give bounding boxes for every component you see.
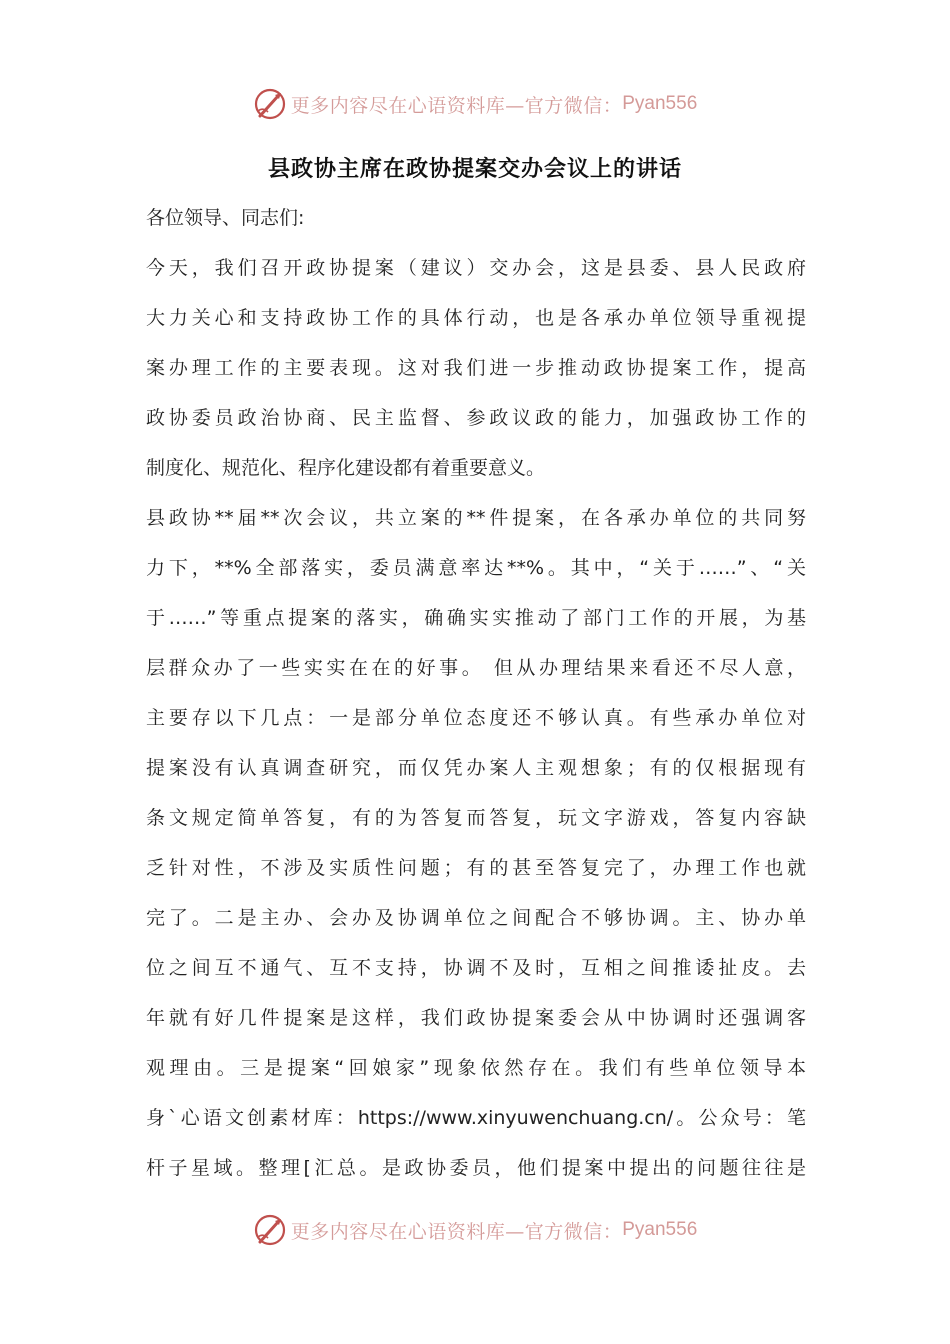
text-line: 完了。二是主办、会办及协调单位之间配合不够协调。主、协办单 (146, 907, 806, 929)
text-line: 年就有好几件提案是这样，我们政协提案委会从中协调时还强调客 (146, 1007, 806, 1029)
header-banner (0, 84, 950, 124)
header-banner-handle: Pyan556 (622, 93, 698, 114)
text-line: 乏针对性，不涉及实质性问题；有的甚至答复完了，办理工作也就 (146, 857, 806, 879)
header-banner-text: 更多内容尽在心语资料库—官方微信： (290, 94, 623, 117)
text-line: 主要存以下几点：一是部分单位态度还不够认真。有些承办单位对 (146, 707, 806, 729)
text-line: 杆子星域。整理[汇总。是政协委员，他们提案中提出的问题往往是 (146, 1157, 806, 1179)
text-line: 制度化、规范化、程序化建设都有着重要意义。 (146, 457, 546, 479)
document-body (146, 196, 806, 1196)
footer-banner (0, 1210, 950, 1250)
pen-circle-logo-icon (253, 1213, 287, 1247)
text-line: 位之间互不通气、互不支持，协调不及时，互相之间推诿扯皮。去 (146, 957, 806, 979)
pen-circle-logo-icon (253, 87, 287, 121)
footer-banner-handle: Pyan556 (622, 1219, 698, 1240)
text-line: 层群众办了一些实实在在的好事。 但从办理结果来看还不尽人意， (146, 657, 806, 679)
document-title: 县政协主席在政协提案交办会议上的讲话 (267, 156, 682, 182)
text-line: 政协委员政治协商、民主监督、参政议政的能力，加强政协工作的 (146, 407, 806, 429)
text-line: 县政协**届**次会议，共立案的**件提案，在各承办单位的共同努 (146, 507, 806, 529)
text-line: 于……”等重点提案的落实，确确实实推动了部门工作的开展，为基 (146, 607, 806, 629)
text-line: 各位领导、同志们: (146, 207, 305, 229)
text-line: 观理由。三是提案“回娘家”现象依然存在。我们有些单位领导本 (146, 1057, 806, 1079)
text-line: 今天，我们召开政协提案（建议）交办会，这是县委、县人民政府 (146, 257, 806, 279)
text-line: 案办理工作的主要表现。这对我们进一步推动政协提案工作，提高 (146, 357, 806, 379)
text-line: 提案没有认真调查研究，而仅凭办案人主观想象；有的仅根据现有 (146, 757, 806, 779)
footer-banner-text: 更多内容尽在心语资料库—官方微信： (290, 1220, 623, 1243)
text-line: 力下，**%全部落实，委员满意率达**%。其中，“关于……”、“关 (146, 557, 806, 579)
text-line: 身`心语文创素材库：https://www.xinyuwenchuang.cn/。公众号：笔 (146, 1107, 806, 1129)
text-line: 条文规定简单答复，有的为答复而答复，玩文字游戏，答复内容缺 (146, 807, 806, 829)
text-line: 大力关心和支持政协工作的具体行动，也是各承办单位领导重视提 (146, 307, 806, 329)
